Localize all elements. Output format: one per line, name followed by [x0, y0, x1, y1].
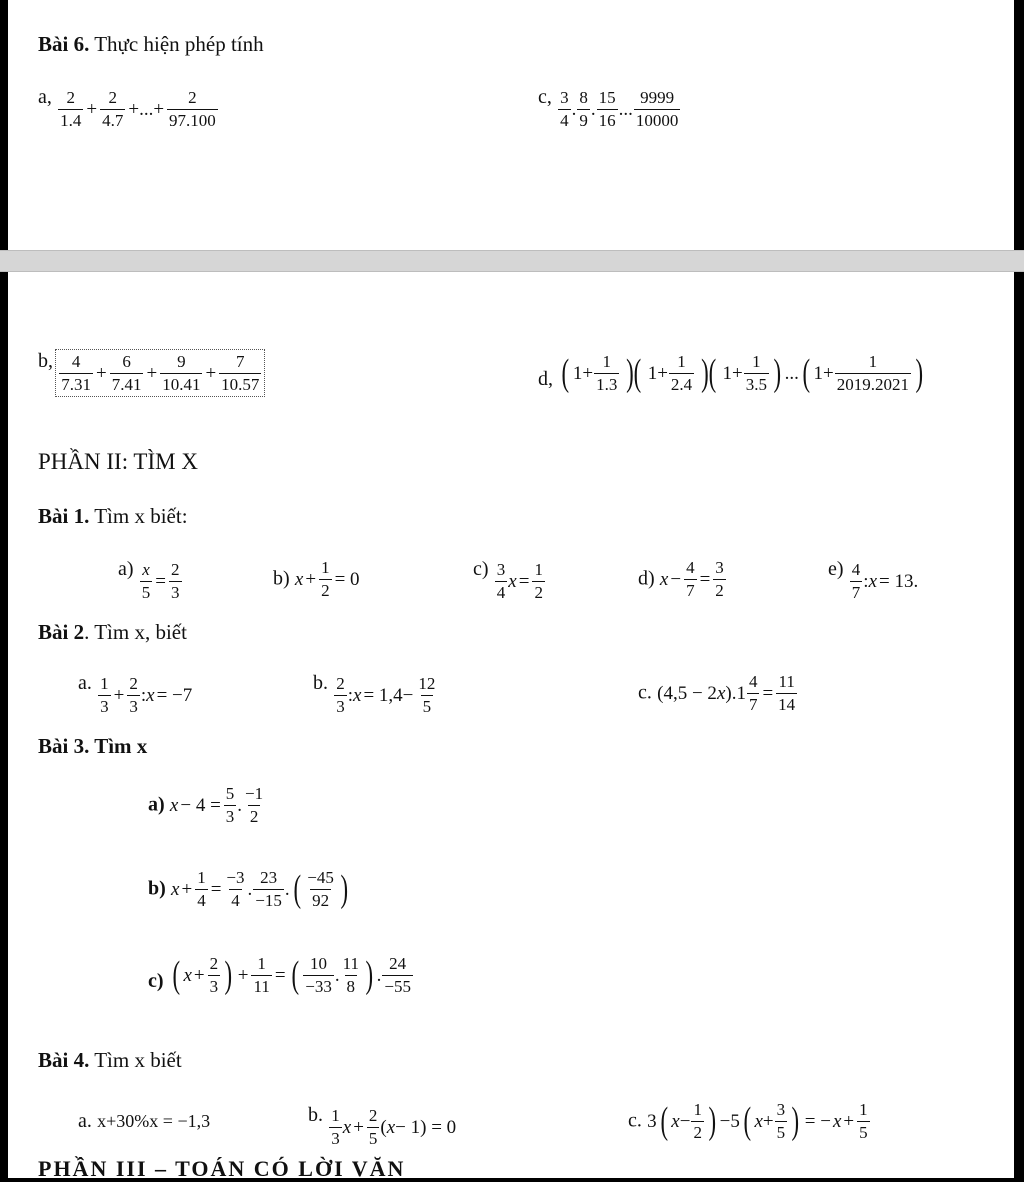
part3-heading-cut: PHẦN III – TOÁN CÓ LỜI VĂN [38, 1156, 406, 1181]
bai1-c: c) 3 4 x = $\frac{1}{2}$ [473, 558, 543, 602]
bai4-a: a. x+30%x = −1,3 [78, 1110, 211, 1132]
bai1-title: Bài 1. Tìm x biết: [38, 504, 188, 528]
bai1-e: e) 4 7 : x = 13. [828, 558, 919, 602]
bai1-d: d) x − $\frac{4}{7}$ = $\frac{3}{2}$ [638, 558, 724, 600]
bai1-a: a) $\frac{x}{5}$ = $\frac{2}{3}$ [118, 558, 180, 602]
bai4-b: b. 1 3 x + $\frac{2}{5}$ ( x − 1) = 0 [308, 1104, 457, 1148]
bai6-c: c, 3 4 . 8 9 . 15 16 ... 9999 10000 [538, 86, 681, 130]
bai2-title: Bài 2. Tìm x, biết [38, 620, 187, 644]
bai2-c: c. (4,5 − 2 x ).1 $\frac{4}{7}$ = $\frac{11}{14}$ [638, 672, 796, 714]
bai2-a: a. 1 3 + $\frac{2}{3}$ : x = −7 [78, 672, 193, 716]
bai6-a: a, 2 1.4 + $\frac{2}{4.7}$ +...+ $\frac{2}{97.100}$ [38, 86, 219, 130]
bai6-d: d, ( 1+ 1 1.3 )( 1+ 1 2.4 )( 1+ 1 3.5 ) ... ( 1+ 1 2019.2021 ) [538, 352, 927, 394]
bai6-title: Bài 6. Thực hiện phép tính [38, 32, 264, 56]
bai1-b: b) x + $\frac{1}{2}$ = 0 [273, 558, 360, 600]
bai3-title: Bài 3. Tìm x [38, 734, 148, 758]
bai3-b: b) x + $\frac{1}{4}$ = $\frac{-3}{4}$ . 23 −15 . ( −45 92 ) [148, 868, 348, 911]
bai3-a: a) x − 4 = $\frac{5}{3}$ . −1 2 [148, 784, 264, 826]
page-break [0, 250, 1024, 272]
bai4-c: c. 3 ( x − 1 2 ) −5 ( x + 3 5 ) = − x + $\frac{1}{5}$ [628, 1100, 868, 1143]
page-bottom [8, 272, 1014, 1181]
bai6-b: b, 4 7.31 + $\frac{6}{7.41}$ + $\frac{9}{10.41}$ + $\frac{7}{10.57}$ [38, 350, 262, 394]
bai6-a-expr: 2 1.4 + $\frac{2}{4.7}$ +...+ $\frac{2}{97.100}$ [60, 88, 216, 130]
bai2-b: b. 2 3 : x = 1,4− $\frac{12}{5}$ [313, 672, 436, 716]
page-top [8, 0, 1014, 250]
bai6-c-expr: 3 4 . 8 9 . 15 16 ... 9999 10000 [560, 88, 679, 130]
bai6-d-expr: ( 1+ 1 1.3 )( 1+ 1 2.4 )( 1+ 1 3.5 ) ... ( 1+ 1 2019.2021 ) [561, 352, 924, 395]
bai3-c: c) ( x + $\frac{2}{3}$ ) + $\frac{1}{11}$ = ( 10 −33 . 11 8 ) . 24 −55 [148, 954, 411, 997]
bai4-title: Bài 4. Tìm x biết [38, 1048, 182, 1072]
part2-heading: PHẦN II: TÌM X [38, 449, 198, 474]
bai6-b-expr-selected[interactable]: 4 7.31 + $\frac{6}{7.41}$ + $\frac{9}{10.41}$ + $\frac{7}{10.57}$ [58, 352, 262, 394]
